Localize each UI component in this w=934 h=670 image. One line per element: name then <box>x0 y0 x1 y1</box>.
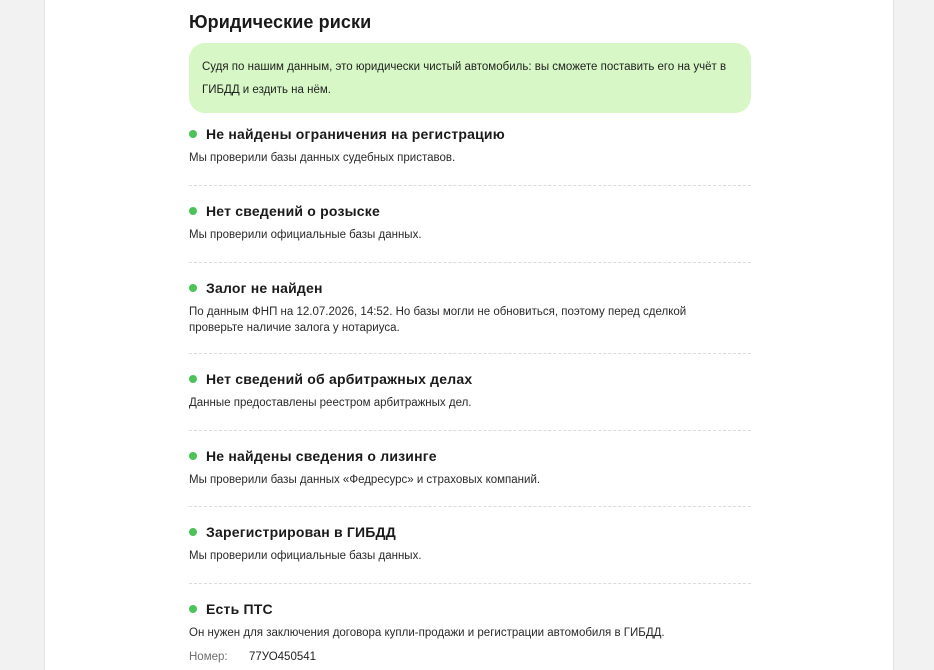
status-ok-icon <box>189 130 197 138</box>
check-item-leasing <box>189 446 751 488</box>
check-description: Мы проверили базы данных «Федресурс» и страховых компаний. <box>189 474 541 486</box>
check-title: Залог не найден <box>206 280 323 296</box>
status-ok-icon <box>189 452 197 460</box>
check-title: Не найдены сведения о лизинге <box>206 448 437 464</box>
check-description: Мы проверили официальные базы данных. <box>189 550 422 562</box>
summary-banner: Судя по нашим данным, это юридически чистый автомобиль: вы сможете поставить его на учёт в ГИБДД и ездить на нём. <box>189 43 751 113</box>
check-title: Есть ПТС <box>206 601 273 617</box>
check-description: Мы проверили базы данных судебных приставов. <box>189 152 456 164</box>
pts-number-label: Номер: <box>189 651 228 663</box>
check-title: Нет сведений о розыске <box>206 203 380 219</box>
check-description: Он нужен для заключения договора купли-продажи и регистрации автомобиля в ГИБДД. <box>189 627 665 639</box>
divider <box>189 262 751 263</box>
status-ok-icon <box>189 375 197 383</box>
status-ok-icon <box>189 207 197 215</box>
status-ok-icon <box>189 605 197 613</box>
check-title: Нет сведений об арбитражных делах <box>206 371 473 387</box>
check-item-pledge <box>189 278 751 336</box>
section-title: Юридические риски <box>189 12 372 32</box>
check-title: Зарегистрирован в ГИБДД <box>206 524 396 540</box>
status-ok-icon <box>189 528 197 536</box>
check-item-arbitration <box>189 369 751 411</box>
divider <box>189 430 751 431</box>
check-title: Не найдены ограничения на регистрацию <box>206 126 505 142</box>
pts-number-row <box>189 651 316 663</box>
check-item-pts <box>189 599 751 641</box>
check-item-registration <box>189 124 751 166</box>
check-item-gibdd <box>189 522 751 564</box>
check-item-wanted <box>189 201 751 243</box>
divider <box>189 185 751 186</box>
divider <box>189 506 751 507</box>
divider <box>189 353 751 354</box>
check-description: По данным ФНП на 12.07.2026, 14:52. Но базы могли не обновиться, поэтому перед сделкой проверьте наличие залога у нотариуса. <box>189 306 687 334</box>
check-description: Мы проверили официальные базы данных. <box>189 229 422 241</box>
pts-number-value: 77УО450541 <box>249 651 317 663</box>
divider <box>189 583 751 584</box>
report-page <box>44 0 894 670</box>
status-ok-icon <box>189 284 197 292</box>
check-description: Данные предоставлены реестром арбитражных дел. <box>189 397 472 409</box>
